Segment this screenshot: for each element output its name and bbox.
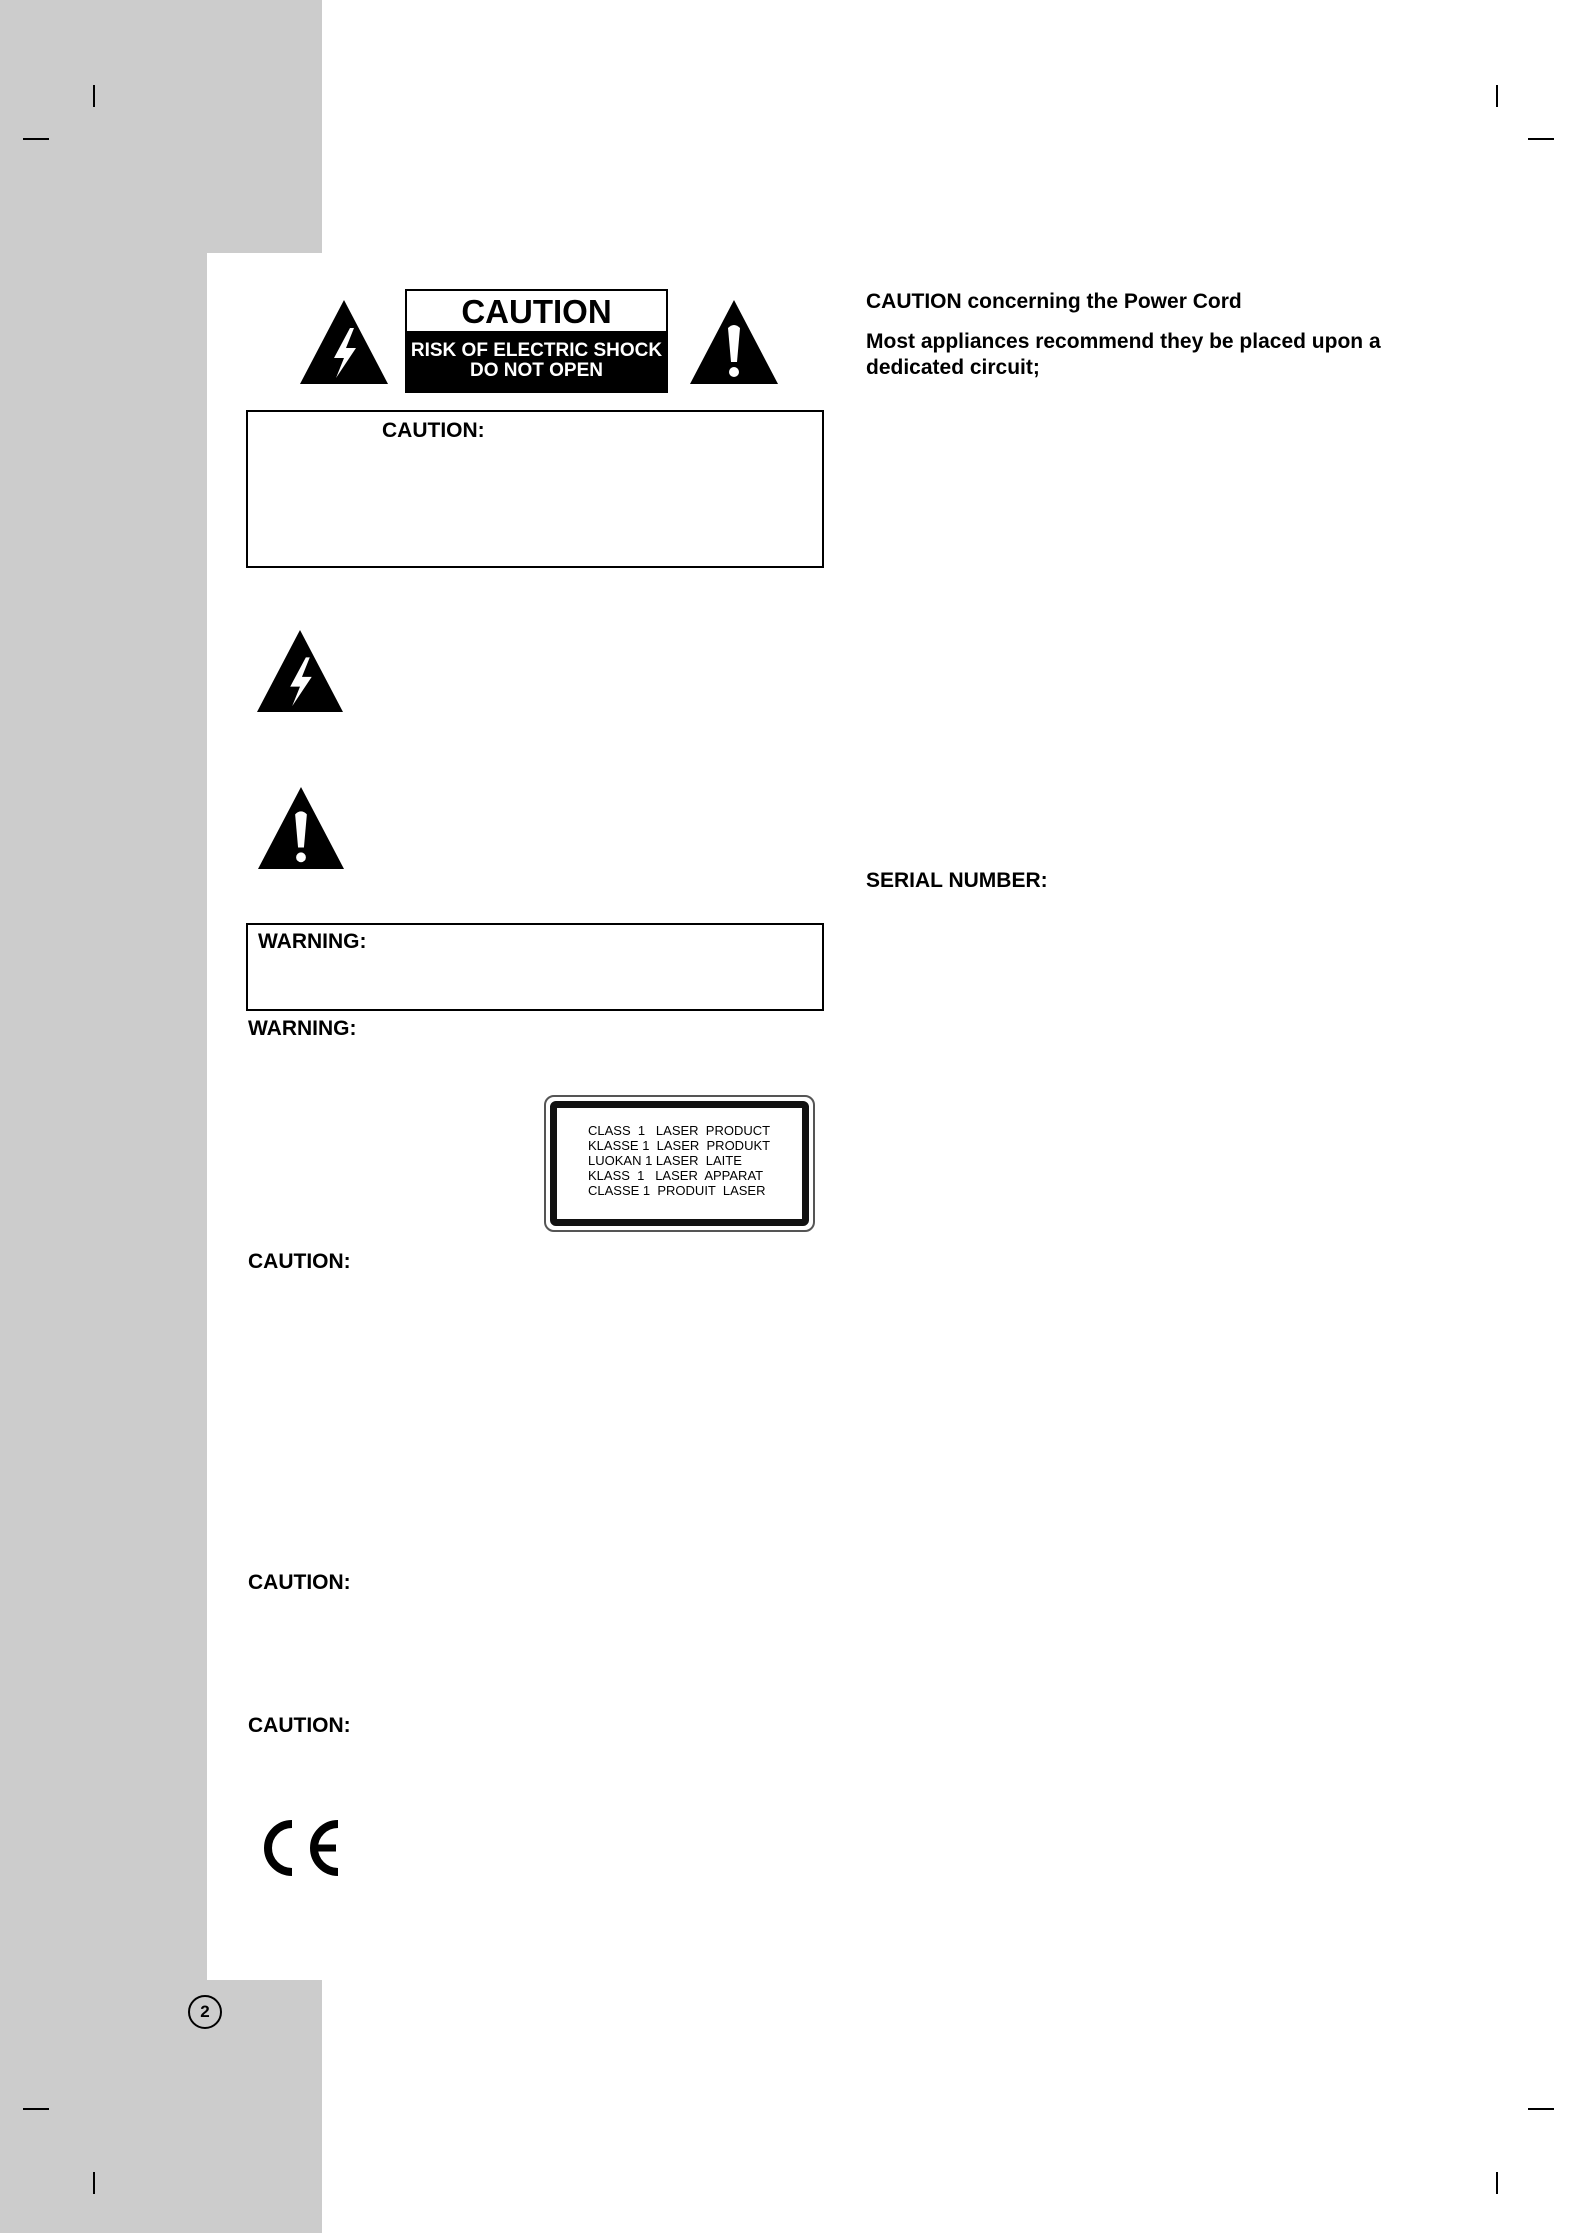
warning-heading: WARNING: <box>248 1017 357 1040</box>
caution-label-body <box>405 331 668 393</box>
laser-label-inner <box>550 1101 809 1226</box>
crop-mark <box>93 2172 95 2194</box>
laser-label-line: KLASSE 1 LASER PRODUKT <box>588 1138 771 1153</box>
laser-label-line: LUOKAN 1 LASER LAITE <box>588 1153 742 1168</box>
lightning-symbol-icon <box>255 628 345 714</box>
crop-mark <box>93 85 95 107</box>
caution-box <box>246 410 824 568</box>
power-cord-intro: Most appliances recommend they be placed upon a dedicated circuit; <box>866 330 1381 379</box>
caution-heading-2: CAUTION: <box>248 1571 351 1594</box>
exclamation-triangle-icon <box>688 298 780 386</box>
caution-label-line2: DO NOT OPEN <box>469 360 603 381</box>
warning-box-heading: WARNING: <box>258 930 367 953</box>
caution-heading-3: CAUTION: <box>248 1714 351 1737</box>
crop-mark <box>1528 2108 1554 2110</box>
page-number: 2 <box>188 1995 222 2029</box>
laser-label-line: CLASS 1 LASER PRODUCT <box>588 1123 771 1138</box>
crop-mark <box>23 138 49 140</box>
crop-mark <box>1496 85 1498 107</box>
caution-label-line1: RISK OF ELECTRIC SHOCK <box>410 340 663 361</box>
warning-box <box>246 923 824 1011</box>
caution-box-heading: CAUTION: <box>382 419 485 442</box>
caution-heading-1: CAUTION: <box>248 1250 351 1273</box>
serial-number-heading: SERIAL NUMBER: <box>866 869 1048 892</box>
crop-mark <box>23 2108 49 2110</box>
crop-mark <box>1496 2172 1498 2194</box>
electric-shock-triangle-icon <box>298 298 390 386</box>
laser-product-label <box>544 1095 815 1232</box>
crop-mark <box>1528 138 1554 140</box>
caution-label-title: CAUTION <box>405 289 668 331</box>
power-cord-heading: CAUTION concerning the Power Cord <box>866 290 1242 313</box>
laser-label-line: KLASS 1 LASER APPARAT <box>588 1168 764 1183</box>
laser-label-line: CLASSE 1 PRODUIT LASER <box>588 1183 766 1198</box>
ce-mark-icon <box>254 1818 344 1878</box>
exclamation-symbol-icon <box>256 785 346 871</box>
caution-label <box>405 289 668 393</box>
